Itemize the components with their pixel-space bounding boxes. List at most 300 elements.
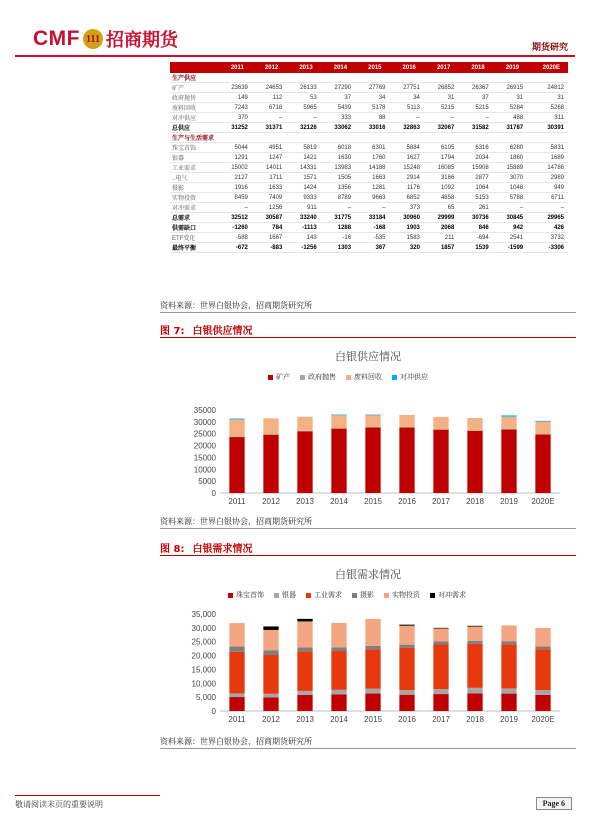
table-row xyxy=(170,203,568,213)
table-row xyxy=(170,123,568,133)
table-cell: 1667 xyxy=(252,233,286,243)
table-cell: -883 xyxy=(252,243,286,253)
bar-segment xyxy=(365,415,380,427)
table-row xyxy=(170,193,568,203)
supply-bar-chart xyxy=(160,380,576,520)
table-cell: 32512 xyxy=(218,213,252,223)
table-row xyxy=(170,243,568,253)
table-cell: 5215 xyxy=(424,103,458,113)
table-cell: 5178 xyxy=(355,103,389,113)
table-cell: 15908 xyxy=(458,163,492,173)
x-tick-label: 2020E xyxy=(531,497,555,506)
table-cell: 53 xyxy=(286,93,320,103)
legend-swatch xyxy=(384,593,389,598)
bar-segment xyxy=(433,628,448,641)
legend-swatch xyxy=(228,593,233,598)
table-cell: 367 xyxy=(355,243,389,253)
bar-segment xyxy=(399,645,414,648)
table-cell: 8459 xyxy=(218,193,252,203)
bar-segment xyxy=(331,651,346,690)
table-cell: 2877 xyxy=(458,173,492,183)
table-cell: 5215 xyxy=(458,103,492,113)
table-cell: 29965 xyxy=(527,213,568,223)
table-cell: 3166 xyxy=(424,173,458,183)
table-cell: 426 xyxy=(527,223,568,233)
bar-segment xyxy=(467,627,482,641)
table-cell: 784 xyxy=(252,223,286,233)
table-cell: 2541 xyxy=(493,233,527,243)
bar-segment xyxy=(331,623,346,647)
legend-label: 矿产 xyxy=(276,373,290,381)
company-logo xyxy=(33,25,178,53)
bar-segment xyxy=(433,429,448,430)
x-tick-label: 2016 xyxy=(398,497,416,506)
y-tick-label: 20000 xyxy=(193,441,216,451)
bar-segment xyxy=(331,428,346,493)
legend-entry xyxy=(352,590,374,600)
legend-swatch xyxy=(274,593,279,598)
header-divider xyxy=(15,55,575,57)
bar-segment xyxy=(263,694,278,697)
table-cell: 31371 xyxy=(252,123,286,133)
bar-segment xyxy=(535,434,550,493)
table-cell: 24812 xyxy=(527,83,568,93)
bar-segment xyxy=(399,690,414,695)
table-cell: 2034 xyxy=(458,153,492,163)
bar-segment xyxy=(501,688,516,693)
y-tick-label: 35000 xyxy=(193,406,216,415)
table-cell: 1916 xyxy=(218,183,252,193)
table-cell: -672 xyxy=(218,243,252,253)
footer-rule xyxy=(15,795,160,796)
table-cell: 1291 xyxy=(218,153,252,163)
row-label: 总需求 xyxy=(170,213,218,223)
table-cell: 5788 xyxy=(493,193,527,203)
bar-segment xyxy=(467,641,482,644)
bar-segment xyxy=(229,693,244,697)
bar-segment xyxy=(501,415,516,416)
table-cell: 5044 xyxy=(218,143,252,153)
legend-entry xyxy=(384,590,420,600)
table-row xyxy=(170,143,568,153)
bar-segment xyxy=(263,697,278,711)
table-cell: 14011 xyxy=(252,163,286,173)
table-source-note: 资料来源：世界白银协会，招商期货研究所 xyxy=(160,301,312,310)
bar-segment xyxy=(501,429,516,493)
figure-8-title xyxy=(160,540,260,555)
bar-segment xyxy=(365,415,380,416)
x-tick-label: 2011 xyxy=(228,715,246,724)
table-cell: 5113 xyxy=(390,103,424,113)
table-cell: 1048 xyxy=(493,183,527,193)
table-cell: 13983 xyxy=(321,163,355,173)
bar-segment xyxy=(535,434,550,435)
table-cell: 6301 xyxy=(355,143,389,153)
row-label: 实物投资 xyxy=(170,193,218,203)
bar-segment xyxy=(399,625,414,626)
table-cell: -1599 xyxy=(493,243,527,253)
table-cell: 143 xyxy=(286,233,320,243)
table-cell: 33240 xyxy=(286,213,320,223)
row-label: 工业需求 xyxy=(170,163,218,173)
table-row xyxy=(170,83,568,93)
table-cell: – xyxy=(321,203,355,213)
table-cell: 1633 xyxy=(252,183,286,193)
row-label: 银器 xyxy=(170,153,218,163)
table-cell: – xyxy=(218,203,252,213)
bar-segment xyxy=(399,427,414,493)
table-cell: 1627 xyxy=(390,153,424,163)
y-tick-label: 10,000 xyxy=(191,679,216,689)
table-cell: 30845 xyxy=(493,213,527,223)
table-cell: 33184 xyxy=(355,213,389,223)
table-cell: -694 xyxy=(458,233,492,243)
bar-segment xyxy=(365,619,380,646)
table-cell: 333 xyxy=(321,113,355,123)
table-cell: 31 xyxy=(424,93,458,103)
bar-segment xyxy=(535,421,550,422)
bar-segment xyxy=(467,430,482,431)
table-cell: 1903 xyxy=(390,223,424,233)
table-cell: 949 xyxy=(527,183,568,193)
table-cell: 31252 xyxy=(218,123,252,133)
x-tick-label: 2014 xyxy=(330,497,348,506)
table-cell: 37 xyxy=(458,93,492,103)
figure-7-number: 图 7: xyxy=(160,326,185,337)
table-cell: 15248 xyxy=(390,163,424,173)
table-cell: 27769 xyxy=(355,83,389,93)
page-header xyxy=(0,0,590,60)
logo-chinese-text: 招商期货 xyxy=(106,30,178,51)
bar-segment xyxy=(433,645,448,690)
bar-segment xyxy=(229,697,244,711)
table-cell: 5819 xyxy=(286,143,320,153)
row-label: 摄影 xyxy=(170,183,218,193)
table-row xyxy=(170,73,568,83)
table-cell: 1421 xyxy=(286,153,320,163)
bar-segment xyxy=(467,688,482,694)
x-tick-label: 2019 xyxy=(500,497,518,506)
table-column-header: 2020E xyxy=(527,62,568,73)
chart-2-legend xyxy=(228,590,466,600)
bar-segment xyxy=(535,422,550,434)
logo-cmf-text: CMF xyxy=(33,27,80,50)
table-cell: 31582 xyxy=(458,123,492,133)
table-cell: 311 xyxy=(527,113,568,123)
table-cell: 6852 xyxy=(390,193,424,203)
bar-segment xyxy=(229,437,244,493)
table-cell: – xyxy=(458,113,492,123)
y-tick-label: 25000 xyxy=(193,429,216,439)
legend-label: 珠宝首饰 xyxy=(236,591,264,599)
table-cell: 6105 xyxy=(424,143,458,153)
x-tick-label: 2017 xyxy=(432,497,450,506)
bar-segment xyxy=(297,621,312,647)
x-tick-label: 2020E xyxy=(531,715,555,724)
bar-segment xyxy=(297,431,312,432)
row-label: ..电气 xyxy=(170,173,218,183)
x-tick-label: 2013 xyxy=(296,715,314,724)
table-cell: -3306 xyxy=(527,243,568,253)
table-cell: 32126 xyxy=(286,123,320,133)
table-cell: 1760 xyxy=(355,153,389,163)
table-cell: 1583 xyxy=(390,233,424,243)
legend-label: 政府抛售 xyxy=(308,373,336,381)
table-cell: 27290 xyxy=(321,83,355,93)
table-cell: – xyxy=(355,203,389,213)
bar-segment xyxy=(467,418,482,430)
table-cell: – xyxy=(252,113,286,123)
bar-segment xyxy=(535,649,550,690)
legend-swatch xyxy=(392,375,397,380)
x-tick-label: 2018 xyxy=(466,497,484,506)
bar-segment xyxy=(263,435,278,493)
table-cell: 26915 xyxy=(493,83,527,93)
y-tick-label: 35,000 xyxy=(191,610,216,619)
row-label: 总供应 xyxy=(170,123,218,133)
bar-segment xyxy=(501,694,516,711)
legend-entry xyxy=(306,590,342,600)
x-tick-label: 2012 xyxy=(262,715,280,724)
table-cell: 6018 xyxy=(321,143,355,153)
bar-segment xyxy=(263,655,278,694)
figure-7-caption: 白银供应情况 xyxy=(192,326,253,337)
table-cell: 31 xyxy=(527,93,568,103)
table-cell: 5284 xyxy=(493,103,527,113)
table-row xyxy=(170,183,568,193)
table-cell: 5268 xyxy=(527,103,568,113)
table-cell: -588 xyxy=(218,233,252,243)
page-number: Page 6 xyxy=(536,797,572,810)
divider xyxy=(160,528,576,529)
table-row xyxy=(170,173,568,183)
bar-segment xyxy=(331,690,346,695)
bar-segment xyxy=(501,625,516,641)
footer-disclaimer: 敬请阅读末页的重要说明 xyxy=(15,800,103,809)
table-cell: 911 xyxy=(286,203,320,213)
chart-1-title: 白银供应情况 xyxy=(335,350,401,363)
bar-segment xyxy=(399,427,414,428)
demand-bar-chart xyxy=(160,600,576,730)
legend-label: 对冲需求 xyxy=(438,591,466,599)
table-column-header xyxy=(170,62,218,73)
figure-7-title xyxy=(160,322,260,337)
bar-segment xyxy=(433,689,448,694)
table-cell: 942 xyxy=(493,223,527,233)
table-cell: 29999 xyxy=(424,213,458,223)
x-tick-label: 2015 xyxy=(364,497,382,506)
legend-label: 银器 xyxy=(282,591,296,599)
chart-2-source-note: 资料来源：世界白银协会，招商期货研究所 xyxy=(160,737,312,746)
bar-segment xyxy=(229,647,244,652)
y-tick-label: 10000 xyxy=(193,465,216,475)
bar-segment xyxy=(297,417,312,431)
table-column-header: 2013 xyxy=(286,62,320,73)
table-cell: 149 xyxy=(218,93,252,103)
chart-2-title: 白银需求情况 xyxy=(335,568,401,581)
x-tick-label: 2018 xyxy=(466,715,484,724)
figure-8-rule xyxy=(160,555,576,556)
supply-demand-table-container xyxy=(170,62,568,253)
table-header-row xyxy=(170,62,568,73)
table-cell: 3732 xyxy=(527,233,568,243)
table-cell: 2068 xyxy=(424,223,458,233)
table-cell: 5439 xyxy=(321,103,355,113)
table-cell: 2127 xyxy=(218,173,252,183)
figure-8-caption: 白银需求情况 xyxy=(192,544,253,555)
bar-segment xyxy=(433,417,448,429)
bar-segment xyxy=(331,647,346,651)
table-row xyxy=(170,163,568,173)
table-column-header: 2015 xyxy=(355,62,389,73)
bar-segment xyxy=(433,628,448,629)
table-cell: 15889 xyxy=(493,163,527,173)
table-cell: 1794 xyxy=(424,153,458,163)
table-cell: 2914 xyxy=(390,173,424,183)
legend-swatch xyxy=(352,593,357,598)
table-cell: -535 xyxy=(355,233,389,243)
chart-1-source-note: 资料来源：世界白银协会，招商期货研究所 xyxy=(160,517,312,526)
table-cell: 1689 xyxy=(527,153,568,163)
bar-segment xyxy=(365,649,380,688)
bar-segment xyxy=(399,415,414,427)
row-label: 政府抛售 xyxy=(170,93,218,103)
bar-segment xyxy=(229,623,244,646)
bar-segment xyxy=(501,644,516,688)
table-cell: 30960 xyxy=(390,213,424,223)
bar-segment xyxy=(433,429,448,493)
table-cell: 14786 xyxy=(527,163,568,173)
bar-segment xyxy=(501,642,516,645)
table-cell: 6718 xyxy=(252,103,286,113)
y-tick-label: 25,000 xyxy=(191,637,216,647)
bar-segment xyxy=(501,429,516,430)
figure-8-number: 图 8: xyxy=(160,544,185,555)
bar-segment xyxy=(297,695,312,711)
x-tick-label: 2019 xyxy=(500,715,518,724)
table-cell: 16085 xyxy=(424,163,458,173)
bar-segment xyxy=(467,626,482,627)
table-cell: 846 xyxy=(458,223,492,233)
table-cell: 1247 xyxy=(252,153,286,163)
table-cell: 5965 xyxy=(286,103,320,113)
table-cell: 32863 xyxy=(390,123,424,133)
logo-emblem-icon: 111 xyxy=(83,29,103,49)
table-cell: 1092 xyxy=(424,183,458,193)
bar-segment xyxy=(297,647,312,651)
y-tick-label: 0 xyxy=(211,489,216,498)
table-cell: 112 xyxy=(252,93,286,103)
legend-entry xyxy=(430,590,466,600)
y-tick-label: 0 xyxy=(211,707,216,716)
bar-segment xyxy=(263,650,278,655)
bar-segment xyxy=(229,652,244,694)
table-cell: 6316 xyxy=(458,143,492,153)
bar-segment xyxy=(535,690,550,695)
table-cell: – xyxy=(424,113,458,123)
table-cell: 1539 xyxy=(458,243,492,253)
table-cell: 1303 xyxy=(321,243,355,253)
table-cell: 1356 xyxy=(321,183,355,193)
table-cell: – xyxy=(493,203,527,213)
legend-label: 工业需求 xyxy=(314,591,342,599)
y-tick-label: 30,000 xyxy=(191,623,216,633)
bar-segment xyxy=(331,694,346,711)
table-cell: 211 xyxy=(424,233,458,243)
bar-segment xyxy=(331,428,346,429)
x-tick-label: 2014 xyxy=(330,715,348,724)
table-cell: – xyxy=(527,203,568,213)
bar-segment xyxy=(399,648,414,690)
legend-label: 对冲供应 xyxy=(400,373,428,381)
table-cell: 37 xyxy=(321,93,355,103)
x-tick-label: 2013 xyxy=(296,497,314,506)
table-cell: 1288 xyxy=(321,223,355,233)
table-cell: 30587 xyxy=(252,213,286,223)
row-label: 生产供应 xyxy=(170,73,568,83)
table-cell: 1571 xyxy=(286,173,320,183)
supply-demand-table xyxy=(170,62,568,253)
legend-swatch xyxy=(430,593,435,598)
table-cell: 9663 xyxy=(355,193,389,203)
table-cell: 34 xyxy=(355,93,389,103)
table-column-header: 2017 xyxy=(424,62,458,73)
bar-segment xyxy=(297,651,312,691)
table-row xyxy=(170,113,568,123)
table-row xyxy=(170,93,568,103)
bar-segment xyxy=(535,647,550,650)
figure-7-rule xyxy=(160,337,576,338)
divider xyxy=(160,312,576,313)
row-label: ETF变化 xyxy=(170,233,218,243)
row-label: 珠宝首饰 xyxy=(170,143,218,153)
bar-segment xyxy=(365,689,380,694)
table-cell: 1424 xyxy=(286,183,320,193)
bar-segment xyxy=(467,644,482,688)
table-cell: 320 xyxy=(390,243,424,253)
table-column-header: 2016 xyxy=(390,62,424,73)
x-tick-label: 2011 xyxy=(228,497,246,506)
table-cell: 261 xyxy=(458,203,492,213)
table-cell: – xyxy=(390,113,424,123)
table-row xyxy=(170,223,568,233)
bar-segment xyxy=(229,419,244,420)
row-label: 废料回收 xyxy=(170,103,218,113)
bar-segment xyxy=(331,415,346,416)
table-row xyxy=(170,153,568,163)
table-cell: 5153 xyxy=(458,193,492,203)
bar-segment xyxy=(535,695,550,711)
bar-segment xyxy=(297,431,312,493)
y-tick-label: 15000 xyxy=(193,453,216,463)
table-row xyxy=(170,103,568,113)
table-row xyxy=(170,233,568,243)
table-cell: -16 xyxy=(321,233,355,243)
table-cell: 30391 xyxy=(527,123,568,133)
table-cell: 31 xyxy=(493,93,527,103)
table-cell: 5884 xyxy=(390,143,424,153)
table-cell: 370 xyxy=(218,113,252,123)
table-cell: -168 xyxy=(355,223,389,233)
table-column-header: 2011 xyxy=(218,62,252,73)
bar-segment xyxy=(263,434,278,435)
row-label: 最终平衡 xyxy=(170,243,218,253)
table-cell: 6280 xyxy=(493,143,527,153)
legend-entry xyxy=(274,590,296,600)
table-cell: 7243 xyxy=(218,103,252,113)
x-tick-label: 2015 xyxy=(364,715,382,724)
table-cell: 1630 xyxy=(321,153,355,163)
